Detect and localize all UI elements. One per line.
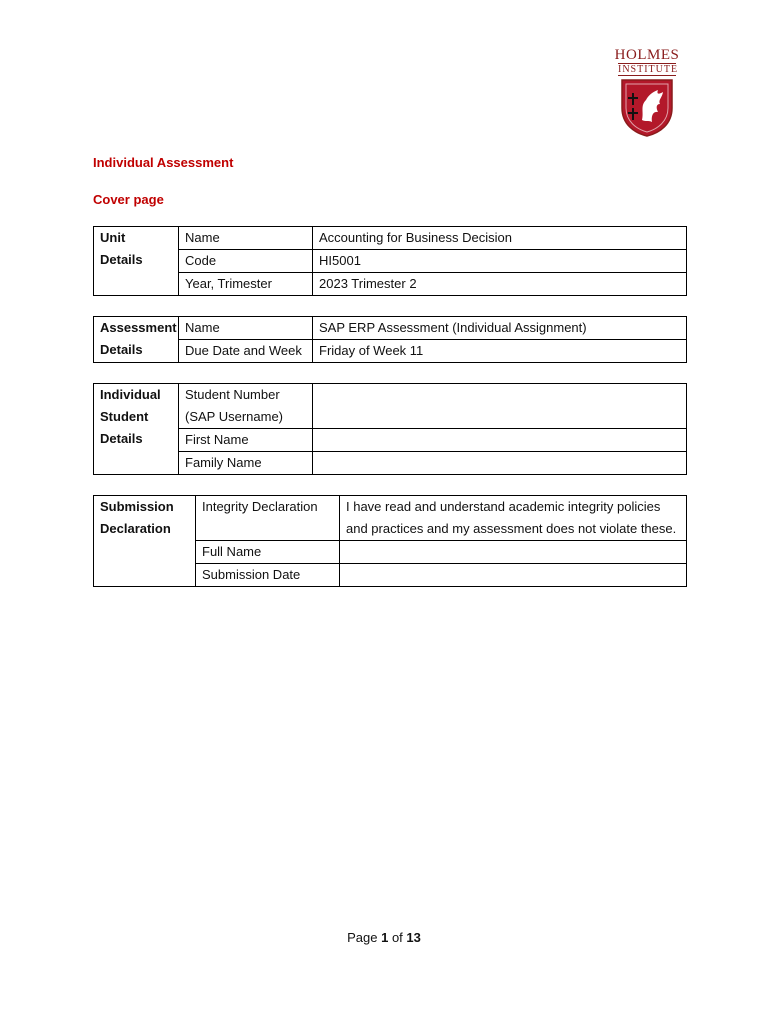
table-row: [94, 496, 687, 541]
row-label: Submission Date: [196, 564, 340, 587]
submission-declaration-table: [93, 495, 687, 587]
full-name-field[interactable]: [340, 541, 687, 564]
holmes-logo: [612, 48, 682, 138]
submission-date-field[interactable]: [340, 564, 687, 587]
page-title: Individual Assessment: [93, 155, 234, 170]
row-label: Name: [179, 227, 313, 250]
row-label: Full Name: [196, 541, 340, 564]
student-details-table: [93, 383, 687, 475]
table-row: [94, 384, 687, 429]
unit-details-table: [93, 226, 687, 296]
table-row: [94, 429, 687, 452]
table-row: [94, 250, 687, 273]
footer-prefix: Page: [347, 930, 378, 945]
row-label: Name: [179, 317, 313, 340]
assessment-details-header: Assessment Details: [94, 317, 179, 363]
table-row: [94, 340, 687, 363]
row-value: SAP ERP Assessment (Individual Assignment): [313, 317, 687, 340]
row-label: Family Name: [179, 452, 313, 475]
row-value: 2023 Trimester 2: [313, 273, 687, 296]
logo-subtitle: INSTITUTE: [618, 64, 679, 75]
cover-page-heading: Cover page: [93, 192, 164, 207]
student-number-field[interactable]: [313, 384, 687, 429]
student-details-header: Individual Student Details: [94, 384, 179, 475]
row-label: First Name: [179, 429, 313, 452]
table-row: [94, 273, 687, 296]
row-label: Integrity Declaration: [196, 496, 340, 541]
crest-icon: [620, 78, 674, 138]
row-value: HI5001: [313, 250, 687, 273]
integrity-declaration-text: I have read and understand academic integrity policies and practices and my assessment does not violate these.: [340, 496, 687, 541]
row-label: Year, Trimester: [179, 273, 313, 296]
family-name-field[interactable]: [313, 452, 687, 475]
table-row: [94, 317, 687, 340]
assessment-details-table: [93, 316, 687, 363]
row-label: Code: [179, 250, 313, 273]
footer-of: of: [391, 930, 403, 945]
table-row: [94, 452, 687, 475]
page-number: 1: [381, 930, 389, 945]
row-value: Accounting for Business Decision: [313, 227, 687, 250]
submission-declaration-header: Submission Declaration: [94, 496, 196, 587]
row-value: Friday of Week 11: [313, 340, 687, 363]
table-row: [94, 227, 687, 250]
first-name-field[interactable]: [313, 429, 687, 452]
unit-details-header: Unit Details: [94, 227, 179, 296]
logo-name: HOLMES: [614, 47, 680, 63]
row-label: Due Date and Week: [179, 340, 313, 363]
page-footer: [0, 930, 768, 945]
page-total: 13: [406, 930, 421, 945]
row-label: Student Number (SAP Username): [179, 384, 313, 429]
